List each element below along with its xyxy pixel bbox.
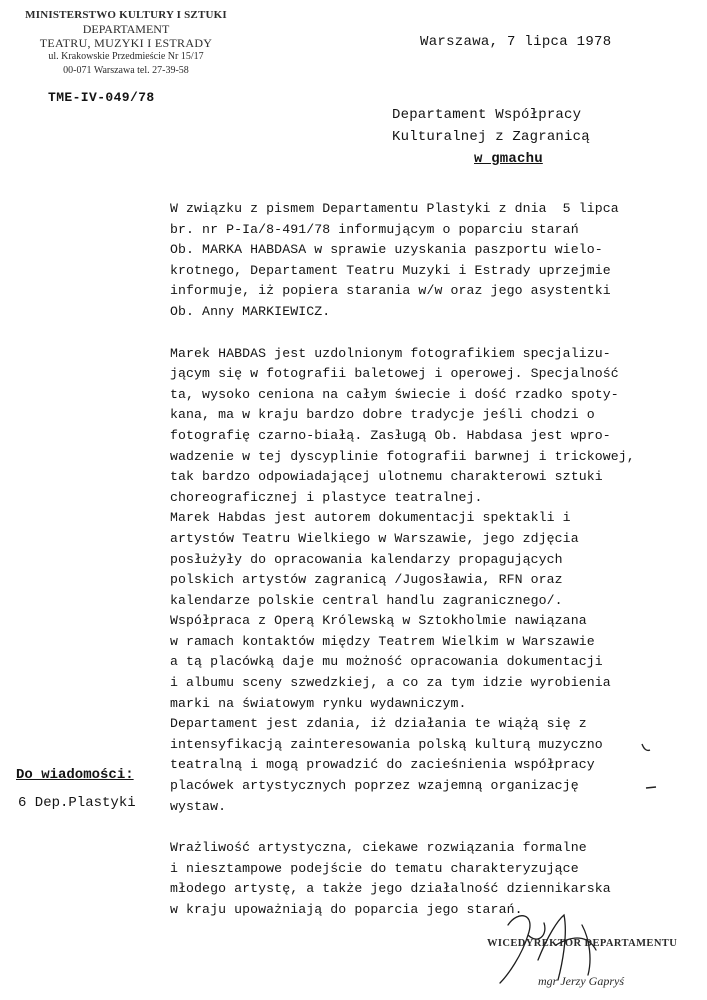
body-line: marki na światowym rynku wydawniczym. [170,695,467,711]
body-line: w kraju upoważniają do poparcia jego starań. [170,902,523,917]
body-line: w ramach kontaktów między Teatrem Wielkim w Warszawie [170,633,595,649]
body-line: ta, wysoko ceniona na całym świecie i dość rzadko spoty- [170,386,619,402]
body-line: Współpraca z Operą Królewską w Sztokholmie nawiązana [170,613,587,629]
body-line: Marek HABDAS jest uzdolnionym fotografikiem specjalizu- [170,345,611,361]
body-line: tak bardzo odpowiadającej ulotnemu charakterowi sztuki [170,469,603,485]
body-line: wadzenie w tej dyscyplinie fotografii barwnej i trickowej, [170,448,635,464]
body-line: Departament jest zdania, iż działania te wiążą się z [170,716,587,732]
body-line: i niesztampowe podejście do tematu charakteryzujące [170,860,579,876]
body-line: jącym się w fotografii baletowej i operowej. Specjalność [170,366,619,382]
signatory-name: mgr Jerzy Gapryś [538,974,624,988]
body-line: teatralną i mogą prowadzić do zacieśnienia współpracy [170,757,595,773]
distribution-item: 6 Dep.Plastyki [18,795,136,811]
body-line: młodego artystę, a także jego działalność dziennikarska [170,881,611,897]
body-line: polskich artystów zagranicą /Jugosławia, RFN oraz [170,572,563,588]
body-line: Wrażliwość artystyczna, ciekawe rozwiązania formalne [170,840,587,856]
body-line: Ob. Anny MARKIEWICZ. [170,303,331,319]
addressee-line-3: w gmachu [474,151,543,167]
body-line: artystów Teatru Wielkiego w Warszawie, jego zdjęcia [170,530,579,546]
body-paragraph-1 [170,199,690,323]
body-line: i albumu sceny szwedzkiej, a co za tym idzie wyrobienia [170,675,611,691]
body-line: wystaw. [170,798,227,814]
body-line: placówek artystycznych poprzez wzajemną organizację [170,778,579,794]
addressee-line-2: Kulturalnej z Zagranicą [392,129,590,145]
body-line: kalendarze polskie central handlu zagranicznego/. [170,592,563,608]
margin-pen-marks [630,738,670,798]
letterhead-department-name: TEATRU, MUZYKI I ESTRADY [39,36,213,50]
letterhead-ministry: MINISTERSTWO KULTURY I SZTUKI [25,9,227,21]
body-line: br. nr P-Ia/8-491/78 informującym o poparciu starań [170,221,579,237]
body-line: informuje, iż popiera starania w/w oraz jego asystentki [170,283,611,299]
addressee-line-1: Departament Współpracy [392,107,582,123]
body-line: Ob. MARKA HABDASA w sprawie uzyskania paszportu wielo- [170,242,603,258]
letter-body [170,199,690,921]
body-line: posłużyły do opracowania kalendarzy propagujących [170,551,563,567]
signatory-title: WICEDYREKTOR DEPARTAMENTU [487,938,678,949]
reference-number: TME-IV-049/78 [48,90,155,105]
letter-date: Warszawa, 7 lipca 1978 [420,34,612,50]
pen-dash-mark [646,787,656,788]
body-line: krotnego, Departament Teatru Muzyki i Estrady uprzejmie [170,262,611,278]
distribution-heading: Do wiadomości: [16,767,134,783]
pen-tick-mark [642,744,650,750]
letterhead-department: DEPARTAMENT [82,22,170,36]
body-paragraph-2 [170,344,690,818]
body-line: kana, ma w kraju bardzo dobre tradycje jeśli chodzi o [170,407,595,423]
body-line: choreograficznej i plastyce teatralnej. [170,489,483,505]
addressee-block [392,104,692,170]
body-line: W związku z pismem Departamentu Plastyki z dnia 5 lipca [170,201,619,216]
body-line: a tą placówką daje mu możność opracowania dokumentacji [170,654,603,670]
letterhead-street: ul. Krakowskie Przedmieście Nr 15/17 [48,51,204,62]
body-line: intensyfikacją zainteresowania polską kulturą muzyczno [170,736,603,752]
letterhead-city-phone: 00-071 Warszawa tel. 27-39-58 [63,65,189,76]
body-line: Marek Habdas jest autorem dokumentacji spektakli i [170,510,571,526]
letterhead-stamp [22,8,230,78]
body-line: fotografię czarno-białą. Zasługą Ob. Habdasa jest wpro- [170,427,611,443]
